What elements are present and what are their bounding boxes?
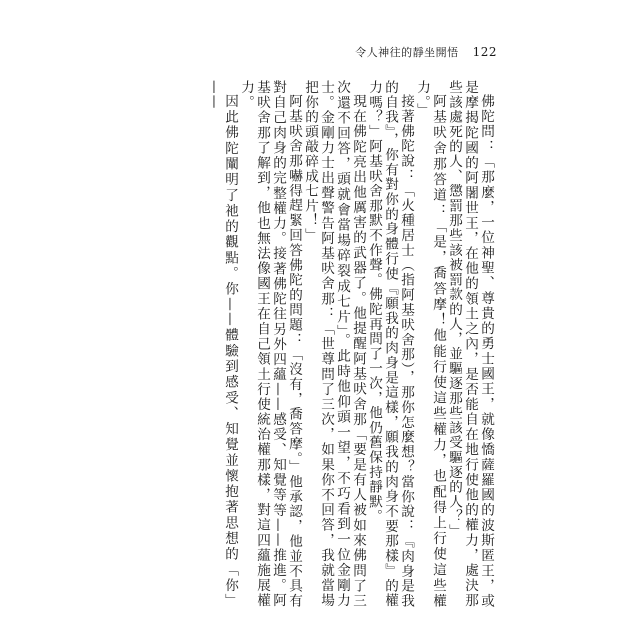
body-text: [206, 80, 494, 608]
running-header: [355, 44, 497, 60]
book-title: 令人神往的靜坐開悟: [355, 46, 459, 59]
paragraph: 接著佛陀說：「火種居士（指阿基吠舍那），那你怎麼想？當你說：『肉身是我的自我』，你有對你的身體行使『願我的肉身是這樣，願我的肉身不要那樣』的權力嗎？」阿基吠舍那默不作聲。佛陀再問了一次，他仍舊保持靜默。: [366, 80, 414, 608]
paragraph: 因此佛陀闡明了祂的觀點。你——體驗到感受、知覺並懷抱著思想的「你」——: [206, 80, 238, 608]
paragraph: 現在佛陀亮出他厲害的武器了。他提醒阿基吠舍那「要是有人被如來佛問了三次還不回答，頭就會當場碎裂成七片」。此時他仰頭一望，不巧看到一位金剛力士。金剛力士出聲警告阿基吠舍那：「世尊問了三次，如果你不回答，我就當場把你的頭敲碎成七片！」: [302, 80, 366, 608]
paragraph: 佛陀問：「那麼，一位神聖、尊貴的勇士國王，就像憍薩羅國的波斯匿王，或是摩揭陀國的阿闍世王，在他的領土之內，是否能自在地行使他的權力，處決那些該處死的人、懲罰那些該被罰款的人，並驅逐那些該受驅逐的人？」: [446, 80, 494, 608]
paragraph: 阿基吠舍那嚇得趕緊回答佛陀的問題：「沒有，喬答摩。」他承認，他並不具有對自己肉身的完整權力。接著佛陀往另外四蘊——感受、知覺等等——推進。阿基吠舍那了解到，他也無法像國王在自己領土行使統治權那樣，對這四蘊施展權力。: [238, 80, 302, 608]
paragraph: 阿基吠舍那答道：「是，喬答摩！他能行使這些權力，也配得上行使這些權力。」: [414, 80, 446, 608]
page-number: 122: [472, 45, 497, 59]
